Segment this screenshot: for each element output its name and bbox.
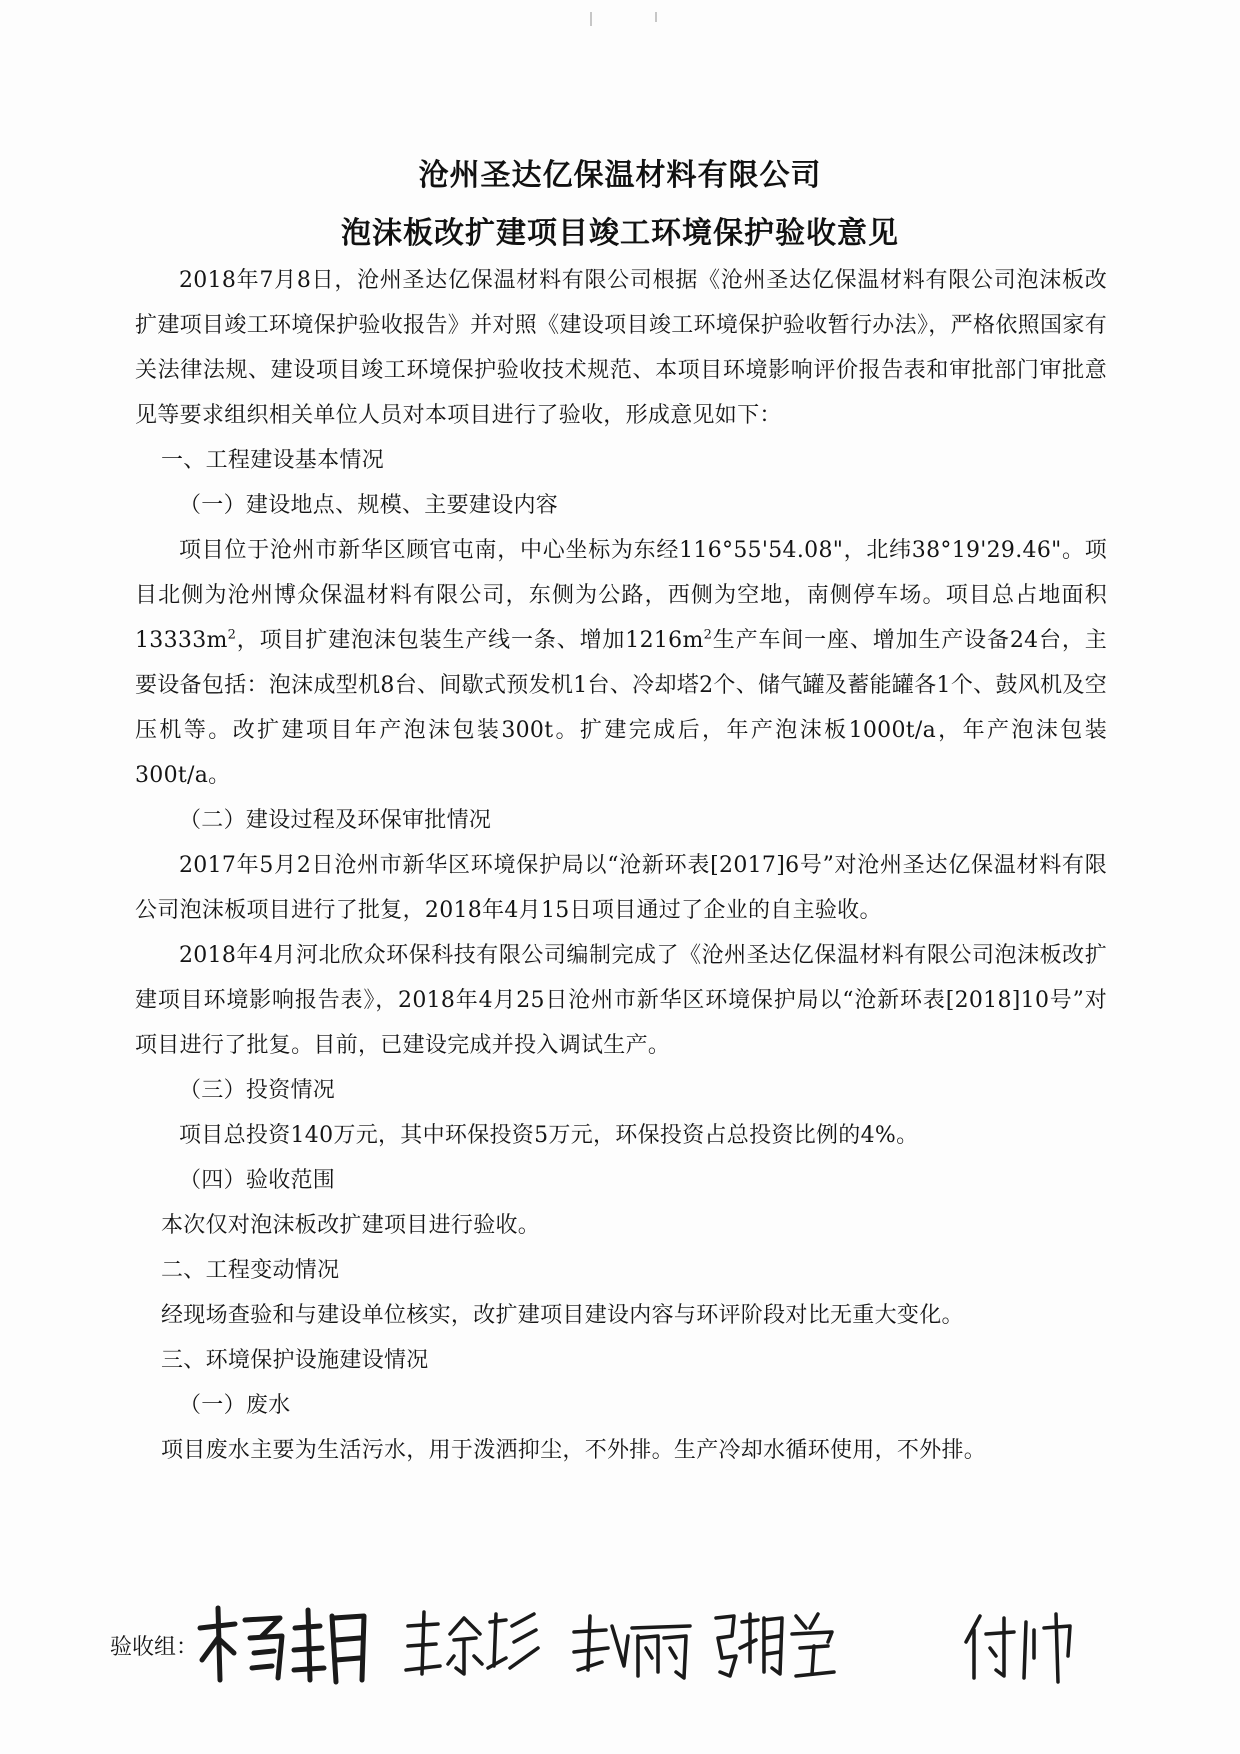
scan-speck — [590, 12, 592, 26]
subsection-heading-1-4: （四）验收范围 — [179, 1168, 336, 1193]
location-text-c: 生产车间一座、增加生产设备24台，主要设备包括：泡沫成型机8台、间歇式预发机1台、冷却塔2个、储气罐及蓄能罐各1个、鼓风机及空压机等。改扩建项目年产泡沫包装300t。扩建完成后，年产泡沫板1000t/a，年产泡沫包装300t/a。 — [135, 628, 1108, 788]
section-heading-1: 一、工程建设基本情况 — [161, 448, 385, 473]
approval-paragraph-2: 2018年4月河北欣众环保科技有限公司编制完成了《沧州圣达亿保温材料有限公司泡沫板改扩建项目环境影响报告表》，2018年4月25日沧州市新华区环境保护局以“沧新环表[2018]10号”对项目进行了批复。目前，已建设完成并投入调试生产。 — [135, 943, 1107, 1058]
superscript-2: 2 — [703, 627, 713, 643]
signature-label: 验收组： — [110, 1635, 199, 1660]
section-heading-2: 二、工程变动情况 — [161, 1258, 340, 1283]
signature-2 — [402, 1604, 542, 1684]
signature-3 — [568, 1606, 698, 1686]
changes-paragraph: 经现场查验和与建设单位核实，改扩建项目建设内容与环评阶段对比无重大变化。 — [161, 1303, 964, 1328]
scope-paragraph: 本次仅对泡沫板改扩建项目进行验收。 — [161, 1213, 541, 1238]
approval-paragraph-1: 2017年5月2日沧州市新华区环境保护局以“沧新环表[2017]6号”对沧州圣达亿保温材料有限公司泡沫板项目进行了批复，2018年4月15日项目通过了企业的自主验收。 — [135, 853, 1107, 923]
subsection-heading-1-1: （一）建设地点、规模、主要建设内容 — [179, 493, 559, 518]
location-scale-paragraph — [135, 528, 1107, 798]
signature-row — [110, 1598, 1120, 1698]
superscript-2: 2 — [227, 627, 237, 643]
section-heading-3: 三、环境保护设施建设情况 — [161, 1348, 429, 1373]
scan-speck — [655, 12, 657, 22]
document-body — [135, 258, 1107, 1473]
document-title-line2: 泡沫板改扩建项目竣工环境保护验收意见 — [341, 216, 899, 251]
document-title-line1: 沧州圣达亿保温材料有限公司 — [418, 158, 822, 193]
investment-paragraph: 项目总投资140万元，其中环保投资5万元，环保投资占总投资比例的4%。 — [179, 1123, 919, 1148]
signature-1 — [190, 1598, 380, 1688]
wastewater-paragraph: 项目废水主要为生活污水，用于泼洒抑尘，不外排。生产冷却水循环使用，不外排。 — [161, 1438, 987, 1463]
location-text-b: ，项目扩建泡沫包装生产线一条、增加1216m — [236, 628, 704, 653]
subsection-heading-3-1: （一）废水 — [179, 1393, 291, 1418]
subsection-heading-1-3: （三）投资情况 — [179, 1078, 336, 1103]
location-text-a: 项目位于沧州市新华区顾官屯南，中心坐标为东经116°55'54.08"，北纬38°19'29.46"。项目北侧为沧州博众保温材料有限公司，东侧为公路，西侧为空地，南侧停车场。项目总占地面积13333m — [135, 538, 1107, 653]
intro-paragraph: 2018年7月8日，沧州圣达亿保温材料有限公司根据《沧州圣达亿保温材料有限公司泡沫板改扩建项目竣工环境保护验收报告》并对照《建设项目竣工环境保护验收暂行办法》，严格依照国家有关法律法规、建设项目竣工环境保护验收技术规范、本项目环境影响评价报告表和审批部门审批意见等要求组织相关单位人员对本项目进行了验收，形成意见如下： — [135, 268, 1107, 428]
signature-5 — [960, 1608, 1080, 1686]
signature-4 — [710, 1602, 850, 1686]
subsection-heading-1-2: （二）建设过程及环保审批情况 — [179, 808, 492, 833]
